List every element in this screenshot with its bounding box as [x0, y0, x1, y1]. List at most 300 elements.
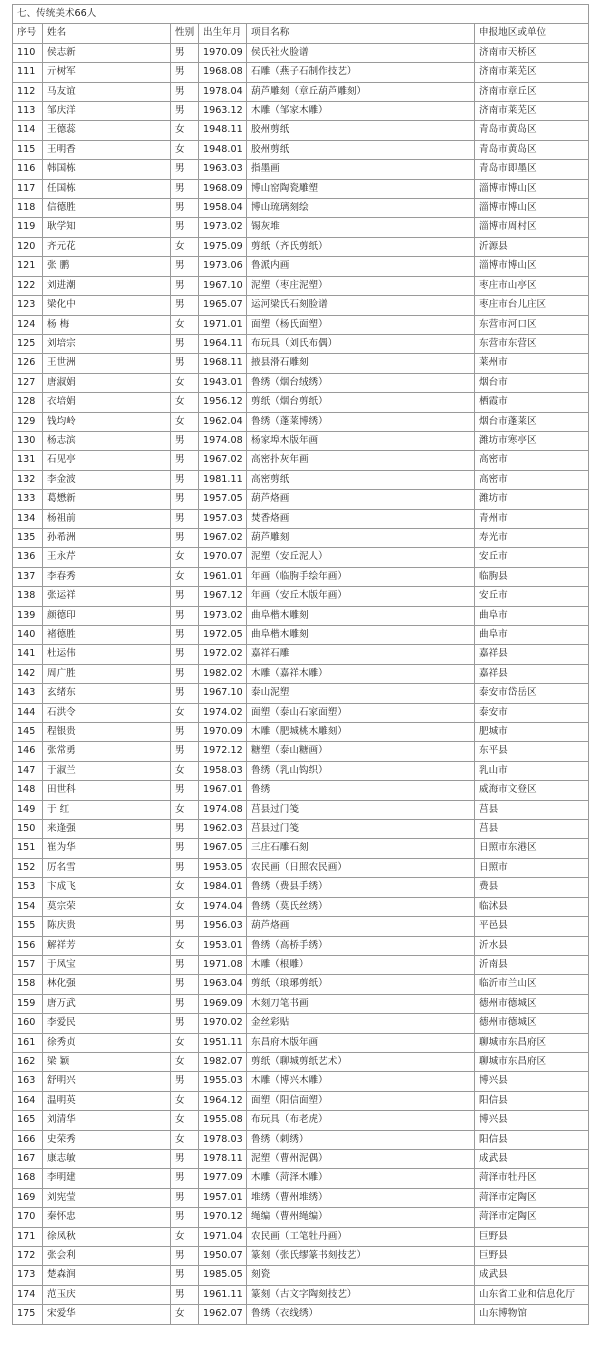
cell-birth: 1962.07 [199, 1305, 247, 1324]
cell-project: 博山窑陶瓷雕塑 [247, 179, 475, 198]
cell-name: 侯志新 [43, 43, 171, 62]
cell-gender: 女 [171, 140, 199, 159]
cell-gender: 男 [171, 742, 199, 761]
cell-name: 解祥芳 [43, 936, 171, 955]
cell-name: 唐万武 [43, 994, 171, 1013]
cell-gender: 男 [171, 451, 199, 470]
cell-name: 玄绪东 [43, 684, 171, 703]
cell-birth: 1948.11 [199, 121, 247, 140]
cell-gender: 男 [171, 509, 199, 528]
cell-number: 154 [13, 897, 43, 916]
cell-region: 济南市莱芜区 [475, 102, 589, 121]
table-row [13, 858, 589, 877]
cell-gender: 男 [171, 1247, 199, 1266]
cell-region: 阳信县 [475, 1091, 589, 1110]
cell-name: 张运祥 [43, 587, 171, 606]
cell-project: 木雕（肥城桃木雕刻） [247, 723, 475, 742]
cell-project: 博山琉璃刻绘 [247, 199, 475, 218]
table-row [13, 431, 589, 450]
cell-number: 144 [13, 703, 43, 722]
cell-number: 133 [13, 490, 43, 509]
cell-project: 年画（临朐手绘年画） [247, 567, 475, 586]
cell-birth: 1956.12 [199, 393, 247, 412]
cell-gender: 男 [171, 431, 199, 450]
cell-region: 阳信县 [475, 1130, 589, 1149]
table-row [13, 1149, 589, 1168]
table-row [13, 296, 589, 315]
cell-region: 山东博物馆 [475, 1305, 589, 1324]
cell-birth: 1955.03 [199, 1072, 247, 1091]
cell-gender: 女 [171, 1227, 199, 1246]
cell-region: 博兴县 [475, 1072, 589, 1091]
cell-region: 平邑县 [475, 917, 589, 936]
cell-birth: 1961.01 [199, 567, 247, 586]
cell-gender: 女 [171, 800, 199, 819]
table-row [13, 1169, 589, 1188]
cell-project: 面塑（阳信面塑） [247, 1091, 475, 1110]
table-row [13, 800, 589, 819]
cell-birth: 1963.03 [199, 160, 247, 179]
cell-region: 日照市东港区 [475, 839, 589, 858]
cell-gender: 男 [171, 839, 199, 858]
cell-region: 成武县 [475, 1149, 589, 1168]
cell-birth: 1948.01 [199, 140, 247, 159]
cell-birth: 1971.01 [199, 315, 247, 334]
cell-project: 鲁绣（乳山钩织） [247, 761, 475, 780]
cell-name: 孙希洲 [43, 528, 171, 547]
cell-number: 141 [13, 645, 43, 664]
cell-birth: 1967.02 [199, 528, 247, 547]
cell-number: 128 [13, 393, 43, 412]
cell-project: 鲁绣（衣线绣） [247, 1305, 475, 1324]
cell-gender: 女 [171, 1033, 199, 1052]
cell-name: 卞成飞 [43, 878, 171, 897]
cell-gender: 女 [171, 1130, 199, 1149]
cell-birth: 1978.11 [199, 1149, 247, 1168]
table-row [13, 567, 589, 586]
cell-project: 运河梁氏石刻脸谱 [247, 296, 475, 315]
cell-name: 颜德印 [43, 606, 171, 625]
cell-number: 125 [13, 334, 43, 353]
cell-project: 石雕（燕子石制作技艺） [247, 63, 475, 82]
table-row [13, 587, 589, 606]
cell-project: 嘉祥石雕 [247, 645, 475, 664]
cell-project: 泥塑（曹州泥偶） [247, 1149, 475, 1168]
cell-name: 楚森润 [43, 1266, 171, 1285]
cell-project: 剪纸（烟台剪纸） [247, 393, 475, 412]
cell-region: 淄博市博山区 [475, 199, 589, 218]
cell-project: 葫芦雕刻 [247, 528, 475, 547]
cell-birth: 1972.12 [199, 742, 247, 761]
cell-region: 泰安市岱岳区 [475, 684, 589, 703]
cell-gender: 男 [171, 199, 199, 218]
table-row [13, 373, 589, 392]
cell-birth: 1961.11 [199, 1285, 247, 1304]
cell-number: 114 [13, 121, 43, 140]
cell-birth: 1964.12 [199, 1091, 247, 1110]
cell-number: 162 [13, 1052, 43, 1071]
cell-number: 168 [13, 1169, 43, 1188]
cell-project: 泰山泥塑 [247, 684, 475, 703]
cell-gender: 女 [171, 412, 199, 431]
cell-gender: 男 [171, 645, 199, 664]
cell-region: 德州市德城区 [475, 1014, 589, 1033]
cell-project: 布玩具（刘氏布偶） [247, 334, 475, 353]
cell-project: 面塑（泰山石家面塑） [247, 703, 475, 722]
cell-name: 张 鹏 [43, 257, 171, 276]
cell-gender: 女 [171, 1305, 199, 1324]
cell-birth: 1958.03 [199, 761, 247, 780]
cell-birth: 1970.07 [199, 548, 247, 567]
cell-project: 高密扑灰年画 [247, 451, 475, 470]
cell-number: 145 [13, 723, 43, 742]
table-row [13, 102, 589, 121]
cell-name: 于凤宝 [43, 955, 171, 974]
table-row [13, 528, 589, 547]
cell-name: 任国栋 [43, 179, 171, 198]
cell-name: 亓树军 [43, 63, 171, 82]
cell-project: 鲁绣（刺绣） [247, 1130, 475, 1149]
cell-name: 李春秀 [43, 567, 171, 586]
cell-name: 邹庆洋 [43, 102, 171, 121]
cell-name: 刘宪莹 [43, 1188, 171, 1207]
cell-region: 曲阜市 [475, 606, 589, 625]
cell-name: 张会利 [43, 1247, 171, 1266]
cell-gender: 男 [171, 1169, 199, 1188]
cell-name: 于 红 [43, 800, 171, 819]
cell-number: 174 [13, 1285, 43, 1304]
cell-gender: 女 [171, 237, 199, 256]
header-region: 申报地区或单位 [475, 24, 589, 43]
table-row [13, 82, 589, 101]
cell-number: 155 [13, 917, 43, 936]
cell-name: 秦怀忠 [43, 1208, 171, 1227]
section-title: 七、传统美术66人 [13, 5, 589, 24]
cell-gender: 女 [171, 1111, 199, 1130]
cell-gender: 男 [171, 858, 199, 877]
cell-project: 木雕（博兴木雕） [247, 1072, 475, 1091]
cell-birth: 1977.09 [199, 1169, 247, 1188]
heritage-list [12, 4, 588, 1325]
cell-name: 刘清华 [43, 1111, 171, 1130]
cell-project: 篆刻（古文字陶刻技艺） [247, 1285, 475, 1304]
cell-region: 东营市河口区 [475, 315, 589, 334]
cell-region: 莱州市 [475, 354, 589, 373]
cell-name: 程银贵 [43, 723, 171, 742]
cell-birth: 1970.09 [199, 723, 247, 742]
table-row [13, 1285, 589, 1304]
cell-name: 衣培娟 [43, 393, 171, 412]
cell-gender: 女 [171, 761, 199, 780]
cell-region: 青州市 [475, 509, 589, 528]
table-row [13, 742, 589, 761]
cell-gender: 男 [171, 975, 199, 994]
cell-gender: 女 [171, 315, 199, 334]
table-row [13, 451, 589, 470]
heritage-table [12, 4, 589, 1325]
cell-project: 锡灰堆 [247, 218, 475, 237]
cell-region: 安丘市 [475, 548, 589, 567]
cell-gender: 男 [171, 684, 199, 703]
table-row [13, 43, 589, 62]
cell-project: 焚香烙画 [247, 509, 475, 528]
cell-region: 临朐县 [475, 567, 589, 586]
cell-region: 青岛市即墨区 [475, 160, 589, 179]
cell-region: 泰安市 [475, 703, 589, 722]
cell-gender: 男 [171, 587, 199, 606]
table-row [13, 1111, 589, 1130]
cell-region: 菏泽市定陶区 [475, 1188, 589, 1207]
cell-project: 葫芦雕刻（章丘葫芦雕刻） [247, 82, 475, 101]
cell-region: 威海市文登区 [475, 781, 589, 800]
cell-name: 褚德胜 [43, 626, 171, 645]
table-row [13, 63, 589, 82]
cell-number: 173 [13, 1266, 43, 1285]
cell-project: 莒县过门笺 [247, 800, 475, 819]
cell-number: 112 [13, 82, 43, 101]
cell-number: 135 [13, 528, 43, 547]
cell-gender: 女 [171, 703, 199, 722]
cell-birth: 1969.09 [199, 994, 247, 1013]
cell-gender: 女 [171, 897, 199, 916]
cell-project: 胶州剪纸 [247, 121, 475, 140]
cell-number: 139 [13, 606, 43, 625]
cell-project: 木雕（菏泽木雕） [247, 1169, 475, 1188]
table-row [13, 237, 589, 256]
cell-gender: 女 [171, 1052, 199, 1071]
cell-name: 刘进潮 [43, 276, 171, 295]
cell-gender: 男 [171, 723, 199, 742]
cell-name: 康志敏 [43, 1149, 171, 1168]
cell-number: 116 [13, 160, 43, 179]
cell-project: 泥塑（安丘泥人） [247, 548, 475, 567]
cell-gender: 女 [171, 121, 199, 140]
cell-name: 舒明兴 [43, 1072, 171, 1091]
cell-name: 林化强 [43, 975, 171, 994]
cell-number: 169 [13, 1188, 43, 1207]
cell-birth: 1974.04 [199, 897, 247, 916]
cell-birth: 1943.01 [199, 373, 247, 392]
cell-name: 李金波 [43, 470, 171, 489]
cell-name: 徐凤秋 [43, 1227, 171, 1246]
cell-name: 杨志滨 [43, 431, 171, 450]
table-row [13, 140, 589, 159]
cell-region: 潍坊市寒亭区 [475, 431, 589, 450]
cell-project: 曲阜楷木雕刻 [247, 626, 475, 645]
cell-number: 171 [13, 1227, 43, 1246]
cell-project: 杨家埠木版年画 [247, 431, 475, 450]
table-row [13, 897, 589, 916]
cell-name: 陈庆贵 [43, 917, 171, 936]
cell-number: 157 [13, 955, 43, 974]
cell-number: 138 [13, 587, 43, 606]
cell-number: 151 [13, 839, 43, 858]
cell-region: 成武县 [475, 1266, 589, 1285]
table-row [13, 393, 589, 412]
cell-name: 李明建 [43, 1169, 171, 1188]
table-row [13, 1091, 589, 1110]
cell-name: 杨祖前 [43, 509, 171, 528]
cell-region: 莒县 [475, 820, 589, 839]
cell-number: 146 [13, 742, 43, 761]
cell-gender: 男 [171, 490, 199, 509]
cell-region: 青岛市黄岛区 [475, 140, 589, 159]
cell-gender: 男 [171, 276, 199, 295]
cell-region: 枣庄市台儿庄区 [475, 296, 589, 315]
cell-name: 王德蕊 [43, 121, 171, 140]
cell-number: 113 [13, 102, 43, 121]
cell-project: 葫芦烙画 [247, 490, 475, 509]
cell-region: 淄博市博山区 [475, 257, 589, 276]
cell-birth: 1965.07 [199, 296, 247, 315]
cell-project: 曲阜楷木雕刻 [247, 606, 475, 625]
cell-project: 糖塑（泰山糖画） [247, 742, 475, 761]
table-row [13, 1052, 589, 1071]
cell-number: 165 [13, 1111, 43, 1130]
cell-birth: 1972.05 [199, 626, 247, 645]
cell-region: 费县 [475, 878, 589, 897]
cell-gender: 男 [171, 334, 199, 353]
cell-region: 安丘市 [475, 587, 589, 606]
cell-project: 刻瓷 [247, 1266, 475, 1285]
cell-number: 159 [13, 994, 43, 1013]
cell-number: 120 [13, 237, 43, 256]
cell-gender: 男 [171, 63, 199, 82]
cell-birth: 1962.04 [199, 412, 247, 431]
cell-number: 131 [13, 451, 43, 470]
cell-birth: 1967.01 [199, 781, 247, 800]
cell-number: 140 [13, 626, 43, 645]
cell-region: 高密市 [475, 470, 589, 489]
table-row [13, 121, 589, 140]
cell-number: 124 [13, 315, 43, 334]
cell-birth: 1982.02 [199, 664, 247, 683]
cell-project: 布玩具（布老虎） [247, 1111, 475, 1130]
table-row [13, 1072, 589, 1091]
cell-name: 范玉庆 [43, 1285, 171, 1304]
cell-name: 耿学知 [43, 218, 171, 237]
cell-birth: 1974.08 [199, 800, 247, 819]
cell-gender: 男 [171, 218, 199, 237]
cell-number: 164 [13, 1091, 43, 1110]
section-title-row [13, 5, 589, 24]
table-row [13, 1033, 589, 1052]
cell-gender: 男 [171, 781, 199, 800]
cell-project: 农民画（工笔牡丹画） [247, 1227, 475, 1246]
cell-project: 鲁绣（费县手绣） [247, 878, 475, 897]
table-row [13, 1227, 589, 1246]
cell-birth: 1967.02 [199, 451, 247, 470]
cell-gender: 男 [171, 994, 199, 1013]
header-row [13, 24, 589, 43]
cell-region: 菏泽市牡丹区 [475, 1169, 589, 1188]
cell-name: 来逢强 [43, 820, 171, 839]
cell-number: 119 [13, 218, 43, 237]
cell-gender: 男 [171, 1188, 199, 1207]
cell-region: 山东省工业和信息化厅 [475, 1285, 589, 1304]
cell-name: 梁化中 [43, 296, 171, 315]
table-row [13, 761, 589, 780]
cell-region: 日照市 [475, 858, 589, 877]
cell-project: 鲁派内画 [247, 257, 475, 276]
cell-gender: 女 [171, 878, 199, 897]
cell-region: 沂水县 [475, 936, 589, 955]
cell-number: 149 [13, 800, 43, 819]
cell-region: 烟台市 [475, 373, 589, 392]
cell-name: 王明香 [43, 140, 171, 159]
cell-project: 剪纸（琅琊剪纸） [247, 975, 475, 994]
header-name: 姓名 [43, 24, 171, 43]
cell-name: 唐淑娟 [43, 373, 171, 392]
cell-birth: 1981.11 [199, 470, 247, 489]
table-row [13, 626, 589, 645]
table-row [13, 1208, 589, 1227]
cell-gender: 男 [171, 820, 199, 839]
cell-birth: 1974.08 [199, 431, 247, 450]
cell-birth: 1971.08 [199, 955, 247, 974]
cell-gender: 男 [171, 257, 199, 276]
cell-gender: 男 [171, 1072, 199, 1091]
cell-region: 枣庄市山亭区 [475, 276, 589, 295]
cell-birth: 1978.03 [199, 1130, 247, 1149]
cell-project: 东昌府木版年画 [247, 1033, 475, 1052]
cell-region: 乳山市 [475, 761, 589, 780]
table-row [13, 878, 589, 897]
cell-project: 胶州剪纸 [247, 140, 475, 159]
table-row [13, 955, 589, 974]
cell-birth: 1975.09 [199, 237, 247, 256]
table-row [13, 1266, 589, 1285]
cell-region: 济南市天桥区 [475, 43, 589, 62]
table-row [13, 820, 589, 839]
cell-project: 年画（安丘木版年画） [247, 587, 475, 606]
cell-project: 篆刻（张氏缪篆书刻技艺） [247, 1247, 475, 1266]
table-row [13, 936, 589, 955]
cell-birth: 1982.07 [199, 1052, 247, 1071]
cell-number: 152 [13, 858, 43, 877]
cell-name: 莫宗荣 [43, 897, 171, 916]
header-birth: 出生年月 [199, 24, 247, 43]
header-project: 项目名称 [247, 24, 475, 43]
cell-region: 肥城市 [475, 723, 589, 742]
table-row [13, 1014, 589, 1033]
cell-birth: 1985.05 [199, 1266, 247, 1285]
cell-project: 三庄石雕石刻 [247, 839, 475, 858]
cell-gender: 男 [171, 1149, 199, 1168]
cell-number: 111 [13, 63, 43, 82]
cell-region: 临沭县 [475, 897, 589, 916]
cell-birth: 1978.04 [199, 82, 247, 101]
cell-number: 121 [13, 257, 43, 276]
cell-region: 淄博市博山区 [475, 179, 589, 198]
cell-number: 137 [13, 567, 43, 586]
cell-gender: 男 [171, 664, 199, 683]
table-row [13, 199, 589, 218]
cell-project: 莒县过门笺 [247, 820, 475, 839]
cell-region: 嘉祥县 [475, 645, 589, 664]
cell-birth: 1984.01 [199, 878, 247, 897]
cell-region: 沂源县 [475, 237, 589, 256]
table-row [13, 470, 589, 489]
cell-region: 聊城市东昌府区 [475, 1052, 589, 1071]
cell-project: 木刻刀笔书画 [247, 994, 475, 1013]
cell-number: 115 [13, 140, 43, 159]
cell-name: 王世洲 [43, 354, 171, 373]
cell-number: 123 [13, 296, 43, 315]
table-row [13, 645, 589, 664]
cell-number: 132 [13, 470, 43, 489]
cell-number: 122 [13, 276, 43, 295]
